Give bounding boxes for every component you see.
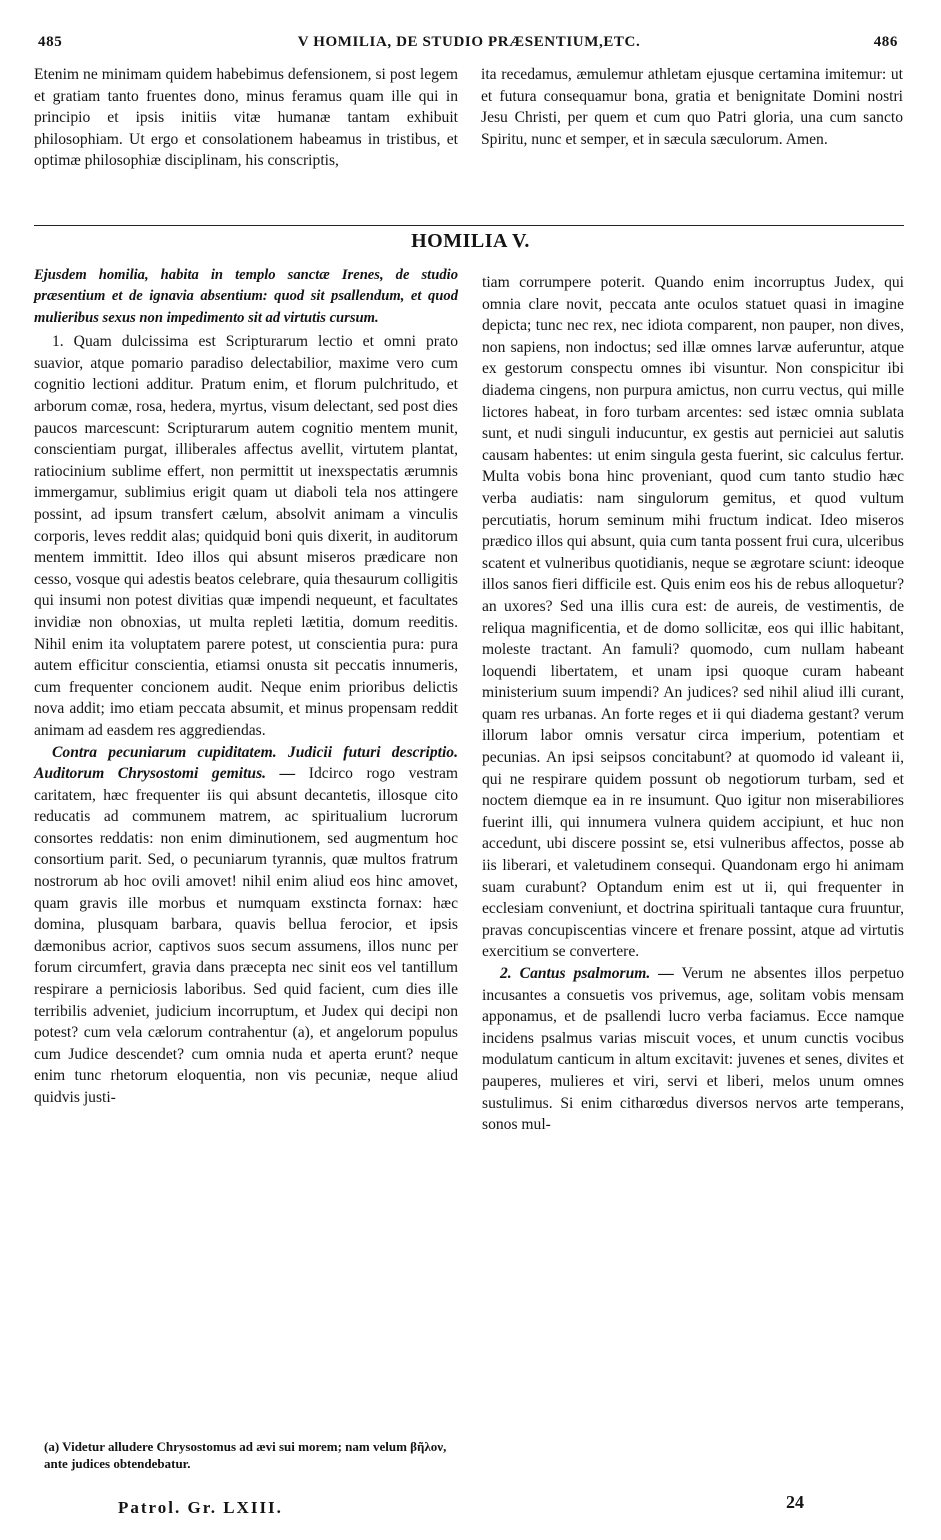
section-heading-2: Contra pecuniarum cupiditatem. Judicii futuri descriptio. Auditorum Chrysostomi gemitus. — <box>34 743 458 783</box>
section-text-3: Verum ne absentes illos perpetuo incusantes a consuetis vos privemus, age, solitam vobis mensam apponamus, et de psallendi lucro verba faciamus. Ecce namque incidens psalmus varias miscuit voces, et unum cunctis vocibus modulatum canticum in altum excitavit: juvenes et senes, divites et pauperes, mulieres et viri, servi et liberi, melos unum omnes sustulimus. Si enim citharœdus diversos nervos arte temperans, sonos mul- <box>482 965 904 1134</box>
previous-homily-ending-left: Etenim ne minimam quidem habebimus defensionem, si post legem et gratiam tanto fruentes dono, minus feramus quam ille qui in principio et ipsis initiis vitæ humanæ tantam exhibuit philosophiam. Ut ergo et consolationem habeamus in tristibus, et optimæ philosophiæ disciplinam, his conscriptis, <box>34 66 458 170</box>
paragraph-1: 1. Quam dulcissima est Scripturarum lectio et omni prato suavior, atque pomario paradiso delectabilior, maxime vero cum cognitio lectioni additur. Pratum enim, et florum pulchritudo, et arborum comæ, rosa, hedera, myrtus, visum delectant, sed post dies paucos marcescunt: Scripturarum autem cognitio mentem munit, conscientiam purgat, illiberales affectus avellit, virtutem plantat, ratiocinium sublime effert, non permittit ut inexspectatis ærumnis immergamur, sublimius erigit quam ut diaboli tela nos attingere possint, ad ipsum transfert cælum, absolvit animam a vinculis corporis, leves reddit alas; quidquid boni quis dixerit, in auditorum mentem immittit. Ideo illos qui absunt miseros prædicare non cesso, vosque qui adestis beatos celebrare, quia thesaurum colligitis qui insumi non potest divitias quæ impendi nequeunt, et facultates invidiæ non obnoxias, ut multa repleti lætitia, domum reeditis. Nihil enim ita voluptatem parere potest, ut conscientia pura: pura autem efficitur conscientia, etiamsi onusta sit peccatis innumeris, cum frequenter concionem audit. Neque enim prioribus delictis nova addit; imo etiam peccata absumit, et minus propensam reddit animam ad easdem res aggrediendas. <box>34 333 458 739</box>
series-footer: Patrol. Gr. LXIII. <box>118 1498 283 1517</box>
previous-homily-ending-right: ita recedamus, æmulemur athletam ejusque certamina imitemur: ut et futura consequamur bona, gratia et benignitate Domini nostri Jesu Christi, per quem et cum quo Patri gloria, una cum sancto Spiritu, nunc et semper, et in sæcula sæculorum. Amen. <box>481 66 903 148</box>
section-text-2: Idcirco rogo vestram caritatem, hæc frequenter iis qui absunt decantetis, illosque cito reducatis ad communem matrem, ac spiritualium lucrorum consortes reddatis: non enim diminutionem, sed augmentum hoc consortium parit. Sed, o pecuniarum tyrannis, quæ multos fratrum nostrorum ab hoc ovili amovet! nihil enim aliud eos hinc amovet, quam gravis ille morbus et numquam exstincta fornax: hæc domina, plusquam barbara, quavis bellua ferocior, et ipsis dæmonibus acrior, captivos suos secum assumens, illos nunc per forum circumfert, gravia dans præcepta nec sinit eos vel tantillum respirare a perniciosis laboribus. Sed quid facient, cum dies ille terribilis adveniet, judicium incorruptum, et Judex qui decipi non potest? cum vela cælorum contrahentur (a), et angelorum populus cum Judice descendet? cum omnia nuda et aperta erunt? neque enim tunc rhetorum eloquentia, non vis pecuniæ, neque aliud quidvis justi- <box>34 765 458 1106</box>
paragraph-4 <box>482 963 904 1136</box>
running-title: V HOMILIA, DE STUDIO PRÆSENTIUM,ETC. <box>297 34 641 50</box>
homily-title: HOMILIA V. <box>411 230 530 252</box>
section-divider <box>34 225 904 226</box>
footnote: (a) Videtur alludere Chrysostomus ad ævi sui morem; nam velum βῆλον, ante judices obtendebatur. <box>44 1439 447 1471</box>
top-right-column <box>481 64 903 150</box>
page-number-left: 485 <box>38 34 63 50</box>
paragraph-2 <box>34 742 458 1109</box>
paragraph-3: tiam corrumpere poterit. Quando enim incorruptus Judex, qui omnia clare novit, peccata ante oculos statuet quasi in imagine depicta; tunc nec rex, nec idiota comparent, non pauper, non dives, non sapiens, non indoctus; sed illæ omnes larvæ auferuntur, atque ex gestorum conspectu omnes ibi visuntur. Non conspicitur ibi diadema cingens, non purpura amictus, non curru vectus, qui mille lictores habeat, in foro turbam arcentes: sed istæc omnia sublata sunt, et nudi singuli inducuntur, ex gestis aut perniciei aut salutis causam habentes: ut enim singula gesta fuerint, sic calculus fertur. Multa vobis bona hinc proveniant, quod cum tanto studio hæc verba audiatis: nam singulorum gemitus, et quod vultum percutiatis, horum seminum mihi fructum indicat. Ideo miseros prædico illos qui absunt, quia cum tanta possent frui cura, ulceribus scatent et vulneribus quotidianis, neque se ægrotare sciunt: ideoque illos sanos fieri difficile est. Quis enim eos his de rebus alloquetur? an uxores? Sed una illis cura est: de aureis, de vestimentis, de reliqua magnificentia, et de domo sollicitæ, eos qui illic habitant, moleste tractant. An famuli? quomodo, cum nullam habeant loquendi libertatem, et unam ipsi quoque curam habeant ministerium suum impendi? An judices? sed nihil aliud illi curant, quam res urbanas. An forte reges et ii qui diadema gestant? verum illorum labor omnis versatur circa imperium, potentiam et pecunias. An ipsi seipsos concitabunt? at quomodo id valeant ii, qui ne respirare quidem possunt ob negotiorum turbam, sed et noctem diemque ea in re insumunt. Quo igitur non miserabiliores fuerint illi, qui innumera vulnera quidem accipiunt, et huc non accedunt, ubi discere possint se, etsi vulneribus affectos, posse ab iis liberari, et valetudinem consequi. Quandonam ergo hi animam suam curabunt? Optandum enim est ut ii, qui frequenter in ecclesiam conveniunt, et doctrina spirituali tantaque cura fruuntur, pravas concupiscentias vincere et frenare possint, atque ad virtutis exercitium se convertere. <box>482 274 904 961</box>
signature-mark: 24 <box>786 1492 804 1512</box>
homily-abstract: Ejusdem homilia, habita in templo sanctæ Irenes, de studio præsentium et de ignavia absentium: quod sit psallendum, et quod mulieribus sexus non impedimento sit ad virtutis cursum. <box>34 267 458 326</box>
section-heading-3: 2. Cantus psalmorum. — <box>500 965 674 982</box>
top-left-column <box>34 64 458 172</box>
running-header <box>28 34 910 58</box>
main-left-column <box>34 265 458 1109</box>
page-number-right: 486 <box>873 34 898 50</box>
main-right-column <box>482 272 904 1136</box>
